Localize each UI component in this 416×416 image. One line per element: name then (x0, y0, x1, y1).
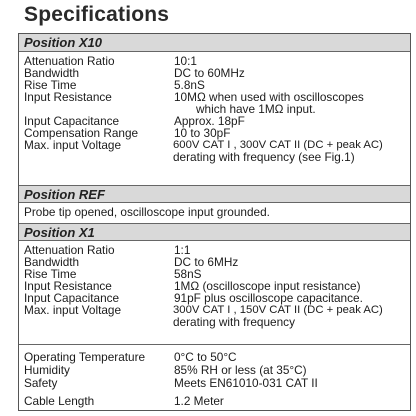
spec-table (18, 33, 411, 411)
spec-label: Input Resistance (24, 90, 112, 104)
spec-label: Rise Time (24, 267, 77, 281)
spec-label: Cable Length (24, 394, 95, 408)
spec-value: 10MΩ when used with oscilloscopes (174, 90, 364, 104)
section-header-x10: Position X10 (19, 34, 410, 52)
spec-value: 300V CAT I , 150V CAT II (DC + peak AC) (173, 304, 383, 316)
section-header-ref: Position REF (19, 185, 410, 203)
spec-value: DC to 6MHz (174, 255, 239, 269)
spec-value: Meets EN61010-031 CAT II (174, 376, 318, 390)
spec-value: derating with frequency (see Fig.1) (173, 150, 355, 164)
spec-value: 85% RH or less (at 35°C) (174, 363, 307, 377)
spec-value: 1MΩ (oscilloscope input resistance) (174, 279, 361, 293)
spec-label: Compensation Range (24, 126, 139, 140)
spec-label: Rise Time (24, 78, 77, 92)
spec-label: Operating Temperature (24, 350, 146, 364)
spec-value: 1:1 (174, 243, 191, 257)
page-title: Specifications (24, 3, 170, 26)
spec-value: Approx. 18pF (174, 114, 245, 128)
section-header-x1: Position X1 (19, 223, 410, 241)
spec-value: 10 to 30pF (174, 126, 231, 140)
spec-value: 91pF plus oscilloscope capacitance. (174, 291, 363, 305)
ref-description: Probe tip opened, oscilloscope input grounded. (24, 205, 270, 219)
spec-value: 0°C to 50°C (174, 350, 237, 364)
spec-value: 10:1 (174, 54, 197, 68)
spec-label: Max. input Voltage (24, 303, 122, 317)
spec-label: Bandwidth (24, 255, 80, 269)
spec-label: Humidity (24, 363, 70, 377)
spec-label: Attenuation Ratio (24, 243, 115, 257)
spec-label: Safety (24, 376, 58, 390)
spec-value: 1.2 Meter (174, 394, 224, 408)
spec-label: Input Resistance (24, 279, 112, 293)
spec-value: DC to 60MHz (174, 66, 245, 80)
section-divider (19, 344, 410, 345)
spec-value: 58nS (174, 267, 202, 281)
spec-label: Attenuation Ratio (24, 54, 115, 68)
spec-label: Bandwidth (24, 66, 80, 80)
spec-value: 5.8nS (174, 78, 205, 92)
spec-value: derating with frequency (173, 315, 295, 329)
spec-value: which have 1MΩ input. (196, 102, 316, 116)
spec-label: Input Capacitance (24, 291, 120, 305)
spec-label: Max. input Voltage (24, 138, 122, 152)
spec-label: Input Capacitance (24, 114, 120, 128)
spec-value: 600V CAT I , 300V CAT II (DC + peak AC) (173, 139, 383, 151)
